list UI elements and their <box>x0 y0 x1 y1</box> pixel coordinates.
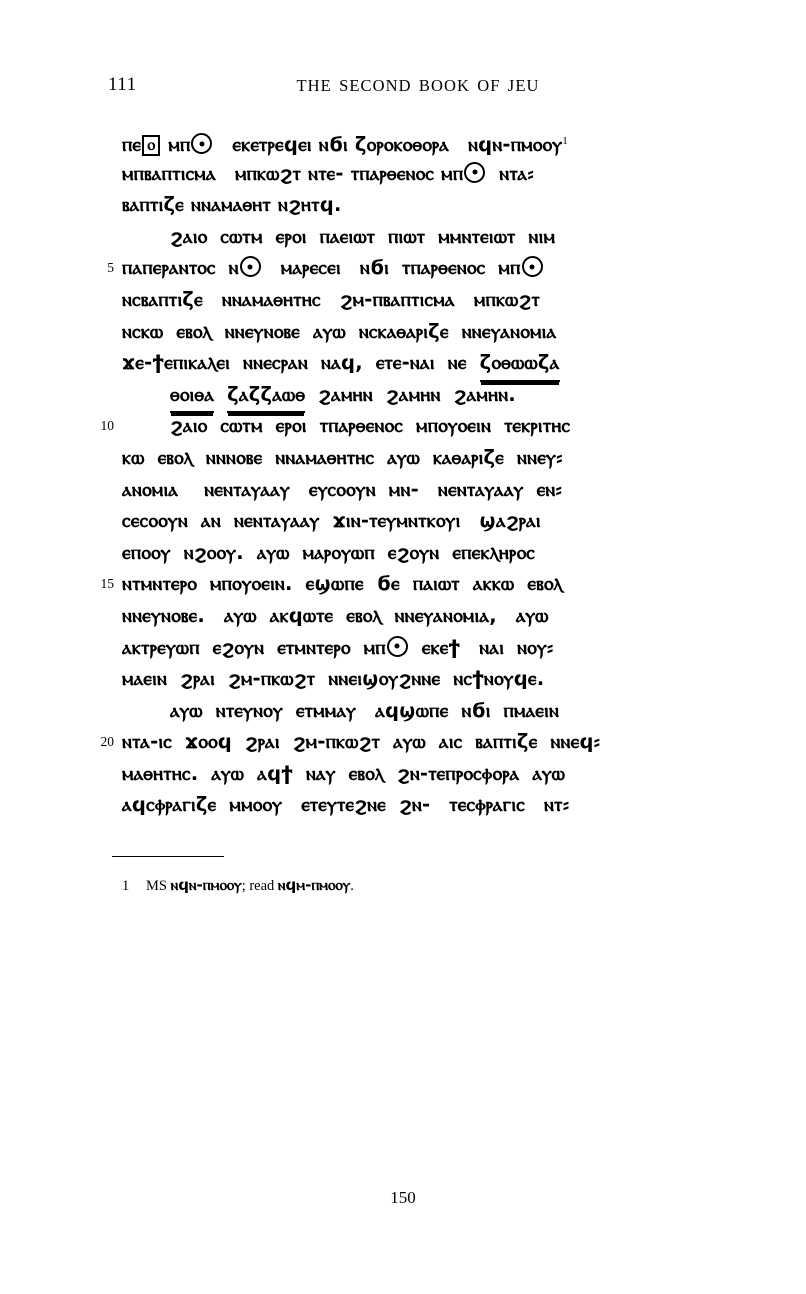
coptic-word: ⲧⲡⲁⲣⲑⲉⲛⲟⲥ <box>401 256 486 280</box>
coptic-word: ⲙⲡⲟⲩⲟⲉⲓⲛ <box>416 414 492 438</box>
coptic-line <box>88 126 736 158</box>
folio-number: 111 <box>108 74 137 95</box>
coptic-line-text <box>122 568 563 600</box>
footnote-prefix: MS <box>146 878 167 894</box>
coptic-line-text <box>122 189 342 221</box>
coptic-word: ⲛϭⲓ <box>318 133 348 156</box>
coptic-word: ⲁⲩⲱ <box>170 698 203 722</box>
coptic-word: ⲥⲱⲧⲙ <box>220 224 263 248</box>
coptic-line-text <box>122 316 556 348</box>
coptic-word: ⲛⲓⲙ <box>528 224 556 248</box>
coptic-word: ⲉⲃⲟⲗ <box>176 319 212 343</box>
coptic-word: ⲁⲩⲱ <box>393 730 426 754</box>
footnote-ms-reading: ⲛϥⲛ-ⲡⲙⲟⲟⲩ <box>170 876 242 894</box>
coptic-word: ⲙⲁⲣⲟⲩⲱⲡ <box>302 540 375 564</box>
page-number-footer: 150 <box>390 1188 416 1207</box>
coptic-word: ⲁⲕⲕⲱ <box>472 572 515 596</box>
coptic-word: ⲁⲓⲥ <box>438 730 463 754</box>
coptic-line-text <box>122 505 541 537</box>
coptic-line-text <box>122 126 568 161</box>
coptic-text-block <box>88 126 736 821</box>
coptic-word: ⲙⲡ <box>363 635 386 659</box>
coptic-line-text <box>122 663 544 695</box>
line-number: 15 <box>100 576 114 592</box>
coptic-word: ⲁⲩⲱ <box>532 761 566 785</box>
coptic-line-text <box>122 284 540 316</box>
coptic-word: ⲉⲣⲟⲓ <box>275 224 307 248</box>
coptic-line-text <box>122 347 560 382</box>
coptic-word: ⲉⲕⲉⲧⲣⲉϥⲉⲓ <box>232 133 312 156</box>
coptic-word: ⲉⲕⲉϯ <box>421 635 461 659</box>
coptic-word: ⲥⲱⲧⲙ <box>220 414 263 438</box>
coptic-word: ⲛⲛⲛⲟⲃⲉ <box>205 445 263 469</box>
coptic-line <box>88 663 736 695</box>
coptic-word: ⲛⲛⲉⲩⲛⲟⲃⲉ <box>224 319 301 343</box>
coptic-word: ⲁⲩⲱ <box>515 603 549 627</box>
coptic-word: ⲉⲃⲟⲗ <box>346 603 382 627</box>
coptic-word: ⲡⲁⲉⲓⲱⲧ <box>319 224 376 248</box>
coptic-word: ϫⲉ-ϯⲉⲡⲓⲕⲁⲗⲉⲓ <box>122 351 231 375</box>
coptic-word: ⲙⲙⲟⲟⲩ <box>229 793 283 817</box>
coptic-magical-name: ζⲁζζⲁⲱⲑ <box>227 379 305 414</box>
coptic-line <box>88 537 736 569</box>
coptic-word: ⲛⲉ <box>447 351 467 375</box>
coptic-line <box>88 442 736 474</box>
coptic-word: ⲃⲁⲡⲧⲓζⲉ <box>475 730 538 754</box>
footnote-emended-reading: ⲛϥⲙ-ⲡⲙⲟⲟⲩ <box>277 876 351 894</box>
coptic-word: ⲛⲛⲉϥ⸗ <box>550 730 601 754</box>
coptic-word: ⲉⲛ⸗ <box>536 477 563 501</box>
coptic-word: ϫⲓⲛ-ⲧⲉⲩⲙⲛⲧⲕⲟⲩⲓ <box>332 509 461 533</box>
coptic-word: ⲙⲛ- <box>388 477 419 501</box>
coptic-word: ⲛⲛⲁⲙⲁⲑⲏⲧⲏⲥ <box>221 287 321 311</box>
restored-letter-box: ⲟ <box>142 135 160 156</box>
coptic-word: ϩⲁⲓⲟ <box>170 224 208 248</box>
coptic-word: ⲙⲁⲑⲏⲧⲏⲥ. <box>122 761 199 785</box>
coptic-word: ⲛⲧⲉ- <box>308 161 344 185</box>
coptic-word: ⲃⲁⲡⲧⲓζⲉ <box>122 193 185 217</box>
coptic-line-text <box>122 789 569 821</box>
coptic-line-text <box>122 252 544 284</box>
sun-light-symbol-icon <box>240 256 261 277</box>
coptic-word: ϫⲟⲟϥ <box>184 730 232 754</box>
coptic-word: ⲙⲁⲉⲓⲛ <box>122 667 168 691</box>
coptic-line-text <box>122 758 565 790</box>
coptic-line <box>88 695 736 727</box>
page-title: THE SECOND BOOK OF JEU <box>296 76 540 95</box>
coptic-line-text <box>170 379 516 414</box>
coptic-word: ⲁϥϣⲱⲡⲉ <box>375 698 449 722</box>
footnote-rule <box>112 856 224 857</box>
coptic-word: ⲁⲕⲧⲣⲉⲩⲱⲡ <box>122 635 200 659</box>
coptic-word: ⲧⲡⲁⲣⲑⲉⲛⲟⲥ <box>350 161 435 185</box>
coptic-word: ⲛϩⲟⲟⲩ. <box>183 540 244 564</box>
coptic-word: ϩⲛ-ⲧⲉⲡⲣⲟⲥⲫⲟⲣⲁ <box>396 761 520 785</box>
coptic-word: ⲙⲡ <box>498 256 521 280</box>
coptic-word: ⲁϥⲥⲫⲣⲁⲅⲓζⲉ <box>122 793 217 817</box>
coptic-word: ⲉⲣⲟⲓ <box>275 414 307 438</box>
coptic-line <box>88 789 736 821</box>
coptic-word: ⲙⲡⲃⲁⲡⲧⲓⲥⲙⲁ <box>122 161 216 185</box>
coptic-word: ⲉⲧⲙⲙⲁⲩ <box>295 698 357 722</box>
coptic-word: ⲧⲉⲥⲫⲣⲁⲅⲓⲥ <box>449 793 525 817</box>
coptic-word: ⲉϩⲟⲩⲛ <box>387 540 440 564</box>
coptic-word: ⲛⲥϯⲛⲟⲩϥⲉ. <box>453 667 545 691</box>
coptic-word: ⲡⲓⲱⲧ <box>388 224 426 248</box>
coptic-word: ⲛⲧⲙⲛⲧⲉⲣⲟ <box>122 572 197 596</box>
coptic-word: ϩⲙ-ⲡⲃⲁⲡⲧⲓⲥⲙⲁ <box>339 287 455 311</box>
coptic-word: ⲛⲉⲛⲧⲁⲩⲁⲁⲩ <box>233 509 320 533</box>
coptic-word: ⲛⲁⲩ <box>305 761 336 785</box>
coptic-word: ⲛⲛⲉⲓϣⲟⲩϩⲛⲛⲉ <box>328 667 441 691</box>
coptic-word: ⲉⲃⲟⲗ <box>527 572 563 596</box>
coptic-word: ⲛ <box>228 256 239 280</box>
coptic-line <box>88 726 736 758</box>
coptic-line-text <box>170 221 555 253</box>
coptic-word: ⲛⲛⲉⲩ⸗ <box>517 445 563 469</box>
coptic-word: ⲉϩⲟⲩⲛ <box>212 635 265 659</box>
coptic-word: ⲕⲁⲑⲁⲣⲓζⲉ <box>432 445 505 469</box>
coptic-line <box>88 221 736 253</box>
coptic-line-text <box>122 537 535 569</box>
coptic-word: ⲡⲁⲡⲉⲣⲁⲛⲧⲟⲥ <box>122 256 216 280</box>
coptic-word: ⲛⲉⲛⲧⲁⲩⲁⲁⲩ <box>437 477 524 501</box>
coptic-word: ⲛⲛⲉⲩⲛⲟⲃⲉ. <box>122 603 205 627</box>
coptic-word: ⲛⲥⲕⲁⲑⲁⲣⲓζⲉ <box>358 319 449 343</box>
sun-light-symbol-icon <box>191 133 212 154</box>
coptic-word: ⲧⲉⲕⲣⲓⲧⲏⲥ <box>504 414 571 438</box>
sun-light-symbol-icon <box>522 256 543 277</box>
coptic-word: ϭⲉ <box>376 572 400 596</box>
coptic-word: ⲙⲡⲕⲱϩⲧ <box>234 161 302 185</box>
coptic-line <box>88 758 736 790</box>
coptic-word: ⲧⲡⲁⲣⲑⲉⲛⲟⲥ <box>319 414 404 438</box>
coptic-word: ⲛⲛⲉⲥⲣⲁⲛ <box>243 351 309 375</box>
coptic-word: ⲁⲩⲱ <box>256 540 290 564</box>
coptic-line-text <box>122 474 562 506</box>
line-number: 10 <box>100 418 114 434</box>
coptic-word: ⲉⲃⲟⲗ <box>348 761 384 785</box>
coptic-word: ⲛⲧⲁ⸗ <box>499 161 535 185</box>
running-head <box>108 74 728 100</box>
coptic-line-text <box>122 600 549 632</box>
coptic-line-text <box>122 632 554 664</box>
coptic-word: ⲉⲡⲉⲕⲗⲏⲣⲟⲥ <box>452 540 536 564</box>
coptic-word: ⲁⲛⲟⲙⲓⲁ <box>122 477 179 501</box>
sun-light-symbol-icon <box>464 162 485 183</box>
coptic-line <box>88 568 736 600</box>
coptic-word: ⲛⲧⲁ-ⲓⲥ <box>122 730 172 754</box>
coptic-word: ζⲟⲣⲟⲕⲟⲑⲟⲣⲁ <box>354 133 450 156</box>
coptic-word: ⲙⲡ <box>168 133 191 156</box>
footnote-marker[interactable]: 1 <box>562 135 568 147</box>
coptic-word: ⲛⲁⲓ <box>479 635 505 659</box>
coptic-word: ϩⲣⲁⲓ <box>180 667 215 691</box>
coptic-word: ⲛϥⲛ-ⲡⲙⲟⲟⲩ <box>468 133 563 156</box>
coptic-line-text <box>122 442 563 474</box>
coptic-word: ⲉⲩⲥⲟⲟⲩⲛ <box>308 477 376 501</box>
coptic-word: ⲥⲉⲥⲟⲟⲩⲛ <box>122 509 188 533</box>
coptic-word: ⲉⲃⲟⲗ <box>157 445 193 469</box>
coptic-line <box>88 158 736 190</box>
coptic-word: ⲡⲉ <box>122 133 142 156</box>
sun-light-symbol-icon <box>387 636 408 657</box>
coptic-word: ϣⲁϩⲣⲁⲓ <box>479 509 541 533</box>
coptic-word: ⲛϭⲓ <box>359 256 389 280</box>
coptic-word: ϩⲣⲁⲓ <box>244 730 280 754</box>
coptic-word: ⲉϣⲱⲡⲉ <box>305 572 364 596</box>
coptic-word: ⲛⲛⲉⲩⲁⲛⲟⲙⲓⲁ, <box>394 603 497 627</box>
coptic-word: ϩⲙ-ⲡⲕⲱϩⲧ <box>227 667 316 691</box>
coptic-word: ⲙⲡ <box>441 161 464 185</box>
coptic-word: ⲁⲩⲱ <box>223 603 257 627</box>
coptic-line <box>88 379 736 411</box>
coptic-word: ⲛⲛⲁⲙⲁⲑⲏⲧⲏⲥ <box>275 445 375 469</box>
coptic-word: ⲛⲥⲕⲱ <box>122 319 164 343</box>
coptic-magical-name: ζⲟⲑⲱⲱζⲁ <box>480 347 560 382</box>
coptic-line <box>88 410 736 442</box>
line-number: 5 <box>107 260 114 276</box>
coptic-line-text <box>122 158 534 190</box>
coptic-word: ⲁⲩⲱ <box>211 761 245 785</box>
coptic-word: ⲡⲁⲓⲱⲧ <box>412 572 460 596</box>
coptic-word: ⲛⲛⲁⲙⲁⲑⲏⲧ <box>191 193 272 217</box>
coptic-word: ϩⲁⲓⲟ <box>170 414 208 438</box>
footnote-separator: ; read <box>241 878 275 894</box>
coptic-line-text <box>122 726 600 758</box>
coptic-word: ⲉⲧⲉ-ⲛⲁⲓ <box>375 351 435 375</box>
coptic-line <box>88 347 736 379</box>
coptic-line <box>88 316 736 348</box>
coptic-word: ⲁⲩⲱ <box>313 319 346 343</box>
coptic-word: ϩⲁⲙⲏⲛ <box>385 382 441 406</box>
coptic-word: ⲛⲉⲛⲧⲁⲩⲁⲁⲩ <box>204 477 290 501</box>
coptic-word: ϩⲁⲙⲏⲛ <box>318 382 373 406</box>
coptic-word: ⲛⲛⲉⲩⲁⲛⲟⲙⲓⲁ <box>461 319 557 343</box>
coptic-magical-name: ⲑⲟⲓⲑⲁ <box>170 379 214 414</box>
coptic-word: ⲕⲱ <box>122 445 145 469</box>
footnote-index: 1 <box>122 878 130 894</box>
coptic-line <box>88 474 736 506</box>
coptic-word: ⲙⲡⲟⲩⲟⲉⲓⲛ. <box>209 572 293 596</box>
coptic-word: ⲉⲧⲙⲛⲧⲉⲣⲟ <box>277 635 351 659</box>
coptic-line <box>88 284 736 316</box>
coptic-line <box>88 632 736 664</box>
coptic-word: ϩⲙ-ⲡⲕⲱϩⲧ <box>292 730 381 754</box>
coptic-word: ⲛⲥⲃⲁⲡⲧⲓζⲉ <box>122 287 203 311</box>
coptic-line-text <box>170 695 559 727</box>
coptic-word: ⲛⲧⲉⲩⲛⲟⲩ <box>215 698 283 722</box>
coptic-line <box>88 252 736 284</box>
coptic-word: ⲛϩⲏⲧϥ. <box>278 193 342 217</box>
coptic-word: ⲁⲕϥⲱⲧⲉ <box>269 603 334 627</box>
coptic-word: ⲙⲁⲣⲉⲥⲉⲓ <box>280 256 341 280</box>
coptic-line-text <box>170 410 570 442</box>
coptic-word: ⲁⲛ <box>200 509 221 533</box>
footnote-1 <box>122 875 722 896</box>
coptic-word: ⲛⲁϥ, <box>321 351 363 375</box>
coptic-word: ⲁⲩⲱ <box>387 445 420 469</box>
coptic-word: ϩⲁⲙⲏⲛ. <box>453 382 516 406</box>
coptic-word: ⲉⲧⲉⲩⲧⲉϩⲛⲉ <box>301 793 387 817</box>
coptic-word: ⲁϥϯ <box>257 761 293 785</box>
coptic-word: ⲛⲧ⸗ <box>543 793 570 817</box>
coptic-word: ⲛⲟⲩ⸗ <box>517 635 554 659</box>
coptic-line <box>88 189 736 221</box>
coptic-word: ⲛϭⲓ <box>461 698 491 722</box>
line-number: 20 <box>100 734 114 750</box>
coptic-word: ⲉⲡⲟⲟⲩ <box>122 540 171 564</box>
footnote-terminator: . <box>350 878 354 894</box>
coptic-line <box>88 600 736 632</box>
coptic-word: ⲡⲙⲁⲉⲓⲛ <box>503 698 560 722</box>
coptic-word: ⲙⲡⲕⲱϩⲧ <box>473 287 541 311</box>
coptic-word: ⲙⲙⲛⲧⲉⲓⲱⲧ <box>438 224 516 248</box>
coptic-line <box>88 505 736 537</box>
coptic-word: ϩⲛ- <box>399 793 431 817</box>
